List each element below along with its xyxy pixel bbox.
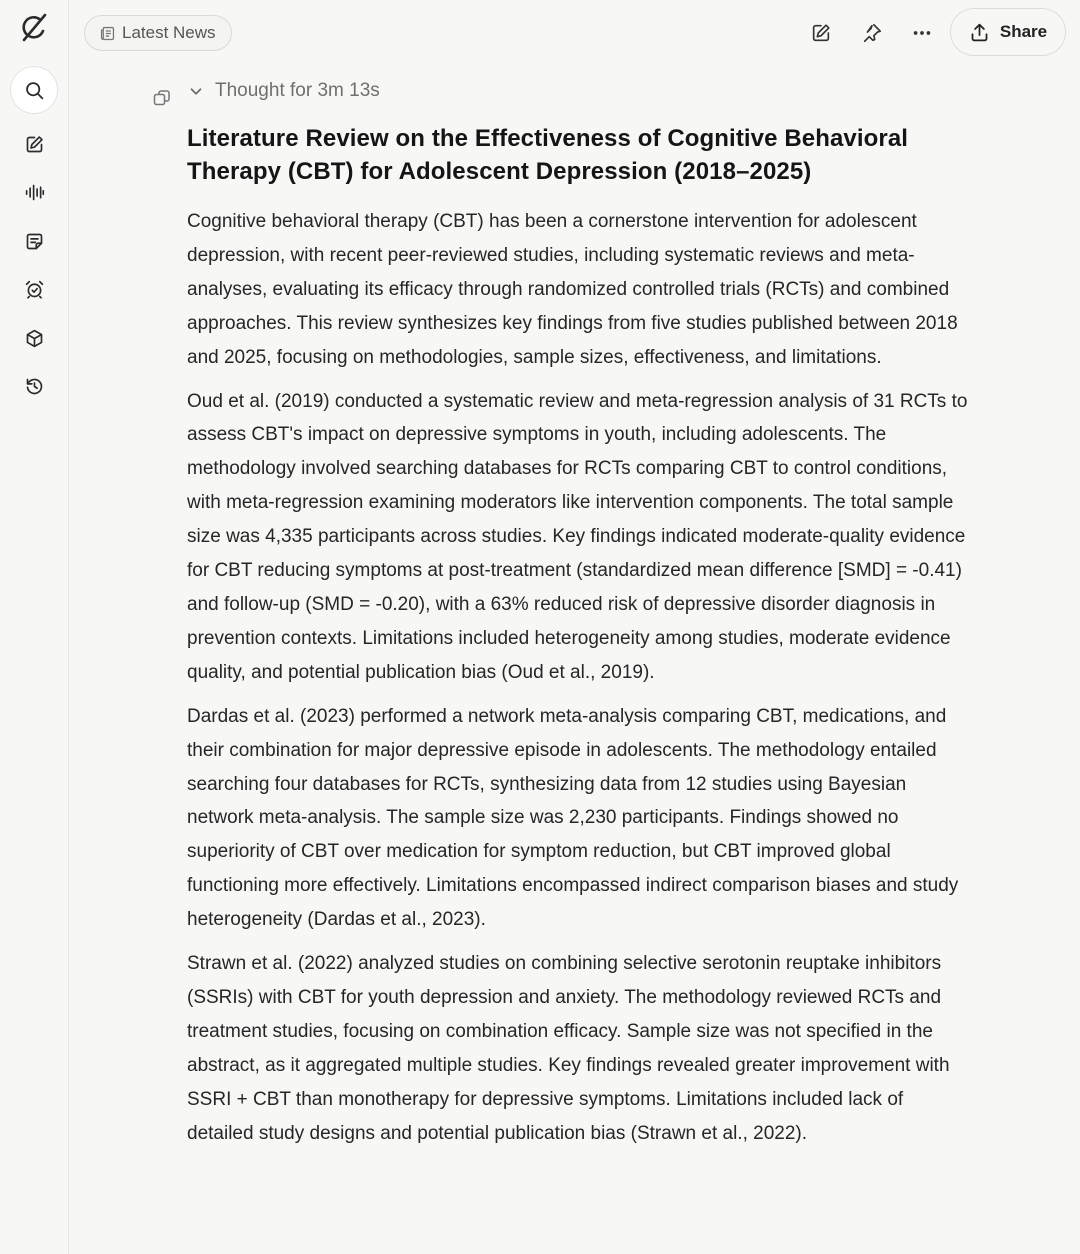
article-title: Literature Review on the Effectiveness of Cognitive Behavioral Therapy (CBT) for Adolescent Depression (2018–2025): [187, 125, 909, 185]
edit-icon[interactable]: [10, 120, 58, 168]
thought-toggle[interactable]: [187, 78, 380, 104]
paragraph-dardas: Dardas et al. (2023) performed a network meta-analysis comparing CBT, medications, and their combination for major depressive episode in adolescents. The methodology entailed searching four databases for RCTs, synthesizing data from 12 studies using Bayesian network meta-analysis. The sample size was 2,230 participants. Findings showed no superiority of CBT over medication for symptom reduction, but CBT improved global functioning more effectively. Limitations encompassed indirect comparison biases and study heterogeneity (Dardas et al., 2023).: [187, 705, 959, 931]
latest-news-label: Latest News: [122, 23, 216, 42]
sidebar: [0, 0, 69, 1254]
search-icon[interactable]: [10, 66, 58, 114]
more-options-icon[interactable]: [903, 14, 941, 52]
voice-icon[interactable]: [10, 168, 58, 216]
edit-chat-icon[interactable]: [802, 14, 840, 52]
history-icon[interactable]: [10, 362, 58, 410]
paragraph-strawn: Strawn et al. (2022) analyzed studies on combining selective serotonin reuptake inhibitors (SSRIs) with CBT for youth depression and anxiety. The methodology reviewed RCTs and treatment studies, focusing on combination efficacy. Sample size was not specified in the abstract, as it aggregated multiple studies. Key findings revealed greater improvement with SSRI + CBT than monotherapy for depressive symptoms. Limitations included lack of detailed study designs and potential publication bias (Strawn et al., 2022).: [187, 953, 950, 1144]
paragraph-intro: Cognitive behavioral therapy (CBT) has been a cornerstone intervention for adolescent depression, with recent peer-reviewed studies, including systematic reviews and meta-analyses, evaluating its efficacy through randomized controlled trials (RCTs) and combined approaches. This review synthesizes key findings from five studies published between 2018 and 2025, focusing on methodologies, sample sizes, effectiveness, and limitations.: [187, 211, 958, 368]
box-icon[interactable]: [10, 314, 58, 362]
newspaper-icon: [99, 25, 116, 42]
thought-label: Thought for 3m 13s: [215, 80, 380, 101]
share-upload-icon: [969, 22, 990, 43]
alarm-icon[interactable]: [10, 265, 58, 313]
notes-icon[interactable]: [10, 217, 58, 265]
grok-logo-icon[interactable]: [16, 10, 52, 46]
chevron-down-icon: [187, 82, 205, 100]
response-content: [187, 122, 972, 1160]
copy-icon[interactable]: [152, 88, 172, 108]
pin-icon[interactable]: [853, 14, 891, 52]
share-label: Share: [999, 22, 1048, 41]
latest-news-pill[interactable]: [84, 15, 232, 51]
share-button[interactable]: [950, 8, 1066, 56]
paragraph-oud: Oud et al. (2019) conducted a systematic review and meta-regression analysis of 31 RCTs to assess CBT's impact on depressive symptoms in youth, including adolescents. The methodology involved searching databases for RCTs comparing CBT to control conditions, with meta-regression examining moderators like intervention components. The total sample size was 4,335 participants across studies. Key findings indicated moderate-quality evidence for CBT reducing symptoms at post-treatment (standardized mean difference [SMD] = -0.41) and follow-up (SMD = -0.20), with a 63% reduced risk of depressive disorder diagnosis in prevention contexts. Limitations included heterogeneity among studies, moderate evidence quality, and potential publication bias (Oud et al., 2019).: [187, 390, 968, 683]
